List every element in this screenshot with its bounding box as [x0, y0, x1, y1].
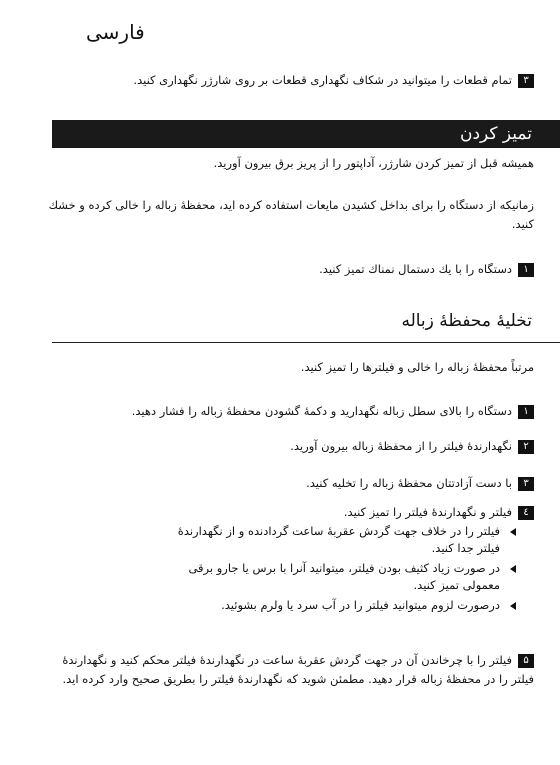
step-number-badge: ٤ [518, 506, 534, 520]
step-number-badge: ۳ [518, 74, 534, 88]
cleaning-paragraph-1: همیشه قبل از تمیز کردن شارژر، آداپتور را از پریز برق بیرون آورید. [213, 156, 534, 170]
step-text: دستگاه را با یك دستمال نمناك تميز کنيد. [319, 262, 512, 276]
emptying-step-3 [30, 474, 534, 492]
cleaning-paragraph-2: زمانیکه از دستگاه را برای بداخل کشیدن مایعات استفاده کرده اید، محفظهٔ زباله را خالی کرده و خشك کنید. [48, 198, 534, 231]
section-title: تمیز کردن [459, 124, 532, 144]
bullet-text: فیلتر را در خلاف جهت گردش عقربهٔ ساعت گردادنده و از نگهدارندهٔ فیلتر جدا کنید. [177, 524, 500, 555]
step-text: فیلتر را با چرخاندن آن در جهت گردش عقربهٔ ساعت در نگهدارندهٔ فیلتر محکم کنید و نگهدارندهٔ فیلتر را در محفظهٔ زباله قرار دهید. مطمئن شوید که نگهدارندهٔ فیلتر را بطریق صحیح وارد کرده اید. [62, 653, 534, 686]
step-number-badge: ۲ [518, 440, 534, 454]
section-divider [52, 342, 560, 343]
step-number-badge: ۱ [518, 405, 534, 419]
emptying-step-2 [30, 437, 534, 455]
step-text: نگهدارندهٔ فیلتر را از محفظهٔ زباله بیرون آورید. [290, 439, 512, 453]
emptying-step-5 [40, 651, 534, 689]
cleaning-step-1 [30, 260, 534, 278]
section-title-bar [52, 120, 560, 148]
bullet-item [156, 597, 516, 614]
step-text: تمام قطعات را میتوانید در شکاف نگهداری قطعات بر روی شارژر نگهداری کنید. [133, 73, 512, 87]
step-number-badge: ۱ [518, 263, 534, 277]
emptying-step-4 [30, 503, 534, 521]
step-number-badge: ۵ [518, 654, 534, 668]
bullet-item [156, 560, 516, 594]
step-text: دستگاه را بالای سطل زباله نگهدارید و دکمهٔ گشودن محفظهٔ زباله را فشار دهید. [131, 404, 512, 418]
bullet-text: در صورت زیاد کثیف بودن فیلتر، میتوانید آنرا با برس یا جارو برقی معمولی تمیز کنید. [188, 561, 500, 592]
bullet-triangle-icon [510, 565, 516, 573]
language-heading: فارسی [86, 20, 145, 44]
subsection-title: تخلیهٔ محفظهٔ زباله [401, 311, 532, 331]
step-number-badge: ۳ [518, 477, 534, 491]
bullet-text: درصورت لزوم میتوانید فیلتر را در آب سرد یا ولرم بشوئید. [221, 598, 500, 612]
bullet-triangle-icon [510, 602, 516, 610]
intro-step-3 [24, 71, 534, 89]
emptying-step-1 [30, 402, 534, 420]
emptying-intro: مرتباً محفظهٔ زباله را خالی و فیلترها را تمیز کنید. [300, 360, 534, 374]
bullet-triangle-icon [510, 528, 516, 536]
step-text: با دست آزادتتان محفظهٔ زباله را تخلیه کنید. [306, 476, 512, 490]
bullet-item [156, 523, 516, 557]
step-4-bullet-list [156, 523, 516, 617]
step-text: فیلتر و نگهدارندهٔ فیلتر را تمیز کنید. [343, 505, 512, 519]
